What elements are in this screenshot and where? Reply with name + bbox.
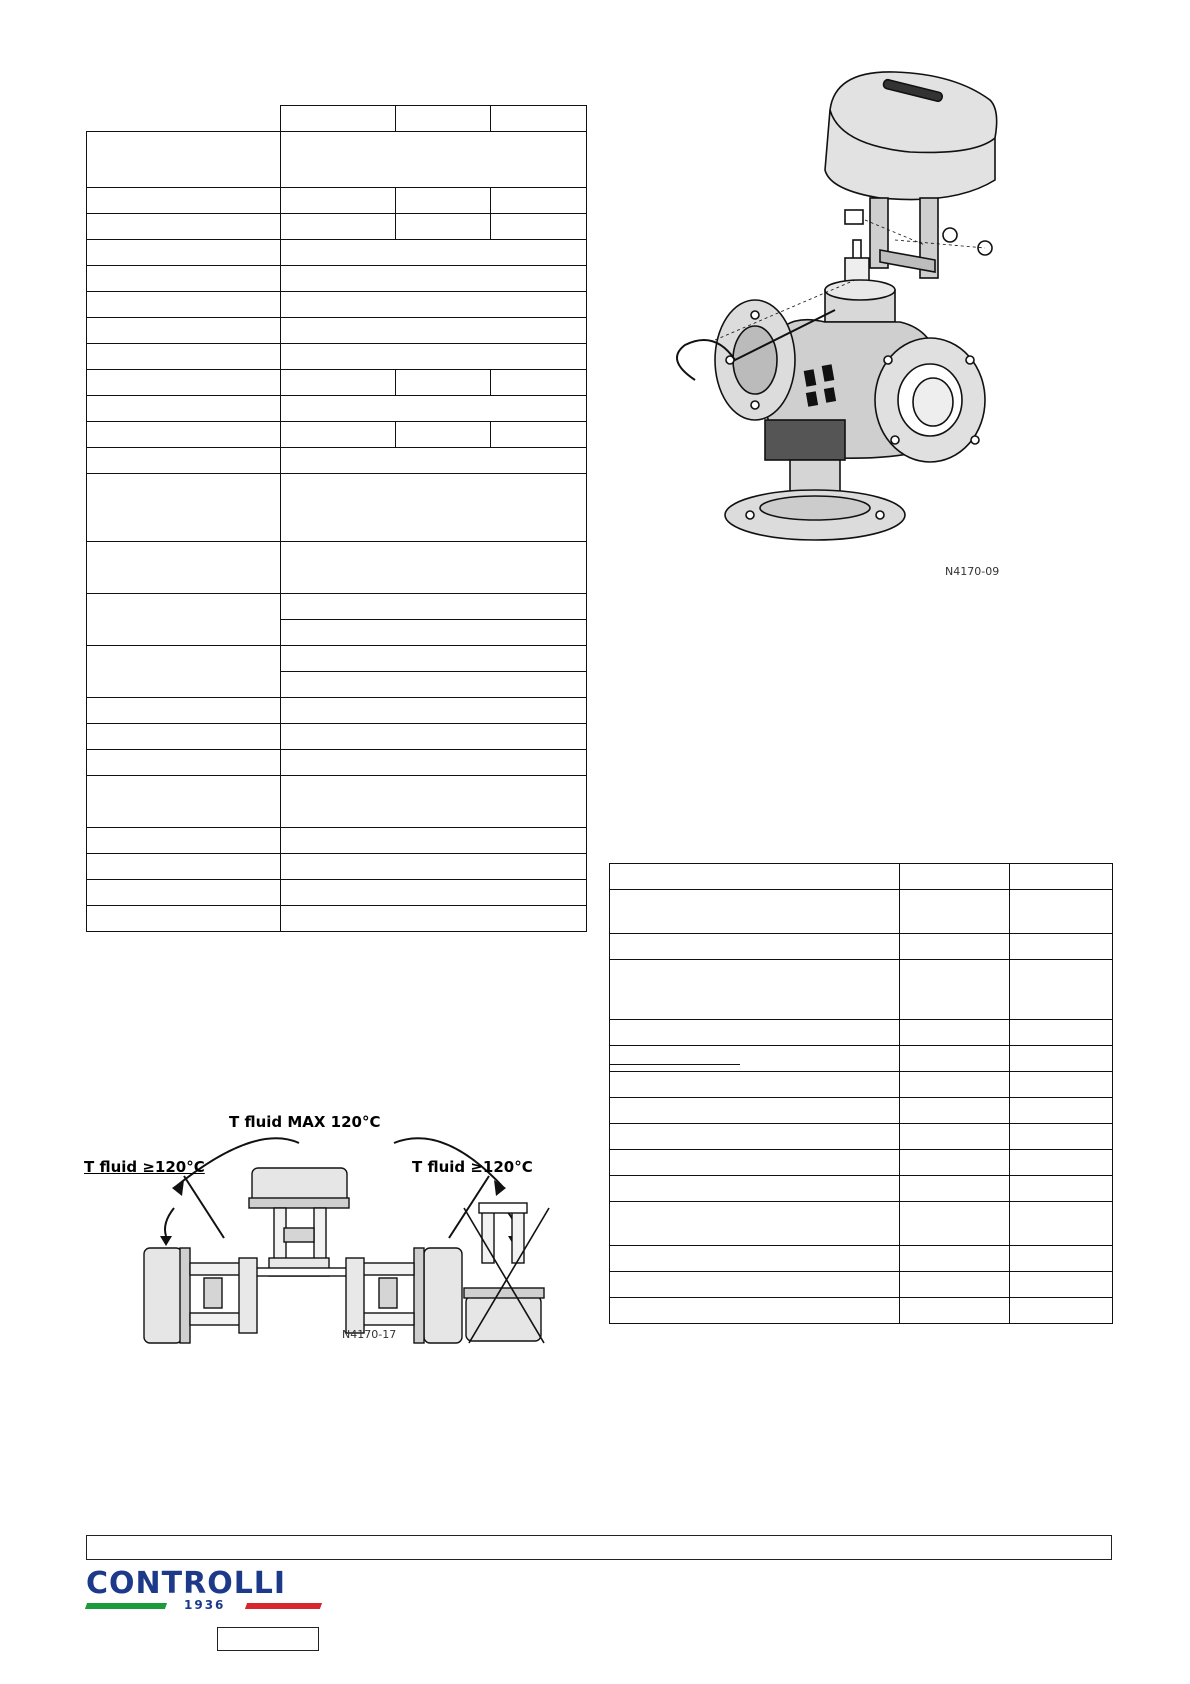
table-cell [281, 906, 587, 932]
table-cell [281, 828, 587, 854]
table-cell [281, 672, 587, 698]
header-cell [281, 106, 396, 132]
table-cell [87, 318, 281, 344]
table-cell [281, 646, 587, 672]
table-cell [900, 864, 1010, 890]
table-cell [281, 594, 587, 620]
table-cell [87, 266, 281, 292]
table-cell [900, 1298, 1010, 1324]
table-cell [900, 1150, 1010, 1176]
table-cell [610, 1098, 900, 1124]
table-cell [87, 448, 281, 474]
table-cell [491, 370, 587, 396]
table-cell [281, 240, 587, 266]
table-cell [900, 1098, 1010, 1124]
label-tfluid-right: T fluid ≥120°C [412, 1158, 533, 1176]
table-cell [1010, 1150, 1113, 1176]
drawing-code: N4170-09 [945, 565, 1000, 578]
table-cell [87, 370, 281, 396]
table-cell [281, 724, 587, 750]
brand-stripe [86, 1600, 326, 1614]
brand-logo [86, 1568, 326, 1623]
table-cell [281, 474, 587, 542]
left-table-body [86, 131, 587, 932]
table-cell [610, 1072, 900, 1098]
brand-green-bar [85, 1603, 167, 1609]
table-cell [900, 1246, 1010, 1272]
table-cell [281, 422, 396, 448]
table-cell [1010, 1246, 1113, 1272]
mounting-position-diagram [84, 1113, 594, 1348]
table-cell [281, 396, 587, 422]
table-cell [610, 1176, 900, 1202]
table-cell [87, 828, 281, 854]
label-tfluid-max: T fluid MAX 120°C [229, 1113, 381, 1131]
table-cell [281, 188, 396, 214]
table-cell [1010, 864, 1113, 890]
table-cell [87, 344, 281, 370]
valve-actuator-drawing [655, 60, 1035, 590]
table-cell [87, 292, 281, 318]
table-cell [1010, 1202, 1113, 1246]
brand-year: 1936 [184, 1598, 226, 1612]
table-cell [281, 620, 587, 646]
table-cell [1010, 1046, 1113, 1072]
table-cell [87, 188, 281, 214]
table-cell [1010, 1072, 1113, 1098]
table-cell [87, 240, 281, 266]
table-cell [491, 214, 587, 240]
table-cell [900, 934, 1010, 960]
right-spec-table [609, 863, 1113, 1324]
table-cell [396, 422, 491, 448]
table-cell [281, 292, 587, 318]
table-cell [610, 1150, 900, 1176]
table-cell [610, 934, 900, 960]
table-cell [281, 214, 396, 240]
table-cell [281, 370, 396, 396]
table-cell [87, 396, 281, 422]
table-cell [900, 1124, 1010, 1150]
table-cell [1010, 1176, 1113, 1202]
table-cell [281, 344, 587, 370]
underline-mark [610, 1064, 740, 1065]
table-cell [610, 1124, 900, 1150]
table-cell [900, 1202, 1010, 1246]
table-cell [900, 1046, 1010, 1072]
table-cell [281, 880, 587, 906]
table-cell [87, 854, 281, 880]
table-cell [87, 542, 281, 594]
table-cell [281, 318, 587, 344]
table-cell [900, 1272, 1010, 1298]
table-cell [1010, 1020, 1113, 1046]
table-cell [396, 188, 491, 214]
table-cell [900, 960, 1010, 1020]
table-cell [87, 646, 281, 698]
table-cell [1010, 934, 1113, 960]
table-cell [1010, 1098, 1113, 1124]
brand-red-bar [245, 1603, 322, 1609]
table-cell [87, 594, 281, 646]
table-cell [87, 474, 281, 542]
table-cell [281, 132, 587, 188]
header-cell [491, 106, 587, 132]
table-cell [610, 1202, 900, 1246]
table-cell [87, 698, 281, 724]
footer-bar [86, 1535, 1112, 1560]
table-cell [610, 890, 900, 934]
table-cell [1010, 960, 1113, 1020]
table-cell [396, 214, 491, 240]
diagram-code: N4170-17 [342, 1328, 397, 1341]
table-cell [900, 890, 1010, 934]
table-cell [900, 1176, 1010, 1202]
table-cell [491, 188, 587, 214]
table-cell [281, 750, 587, 776]
table-cell [610, 1046, 900, 1072]
table-cell [610, 1246, 900, 1272]
left-table-header [280, 105, 587, 132]
table-cell [87, 422, 281, 448]
label-tfluid-left: T fluid ≥120°C [84, 1158, 205, 1176]
table-cell [281, 266, 587, 292]
table-cell [900, 1072, 1010, 1098]
table-cell [610, 1272, 900, 1298]
table-cell [87, 214, 281, 240]
table-cell [396, 370, 491, 396]
table-cell [87, 724, 281, 750]
mounting-illustration [84, 1118, 594, 1348]
valve-illustration [655, 60, 1035, 590]
table-cell [87, 776, 281, 828]
table-cell [491, 422, 587, 448]
table-cell [610, 1020, 900, 1046]
table-cell [1010, 890, 1113, 934]
header-cell [396, 106, 491, 132]
table-cell [87, 906, 281, 932]
brand-name: CONTROLLI [86, 1566, 287, 1601]
table-cell [281, 448, 587, 474]
table-cell [281, 698, 587, 724]
table-cell [281, 542, 587, 594]
table-cell [610, 1298, 900, 1324]
table-cell [610, 960, 900, 1020]
table-cell [1010, 1124, 1113, 1150]
table-cell [1010, 1298, 1113, 1324]
table-cell [87, 750, 281, 776]
table-cell [87, 132, 281, 188]
table-cell [610, 864, 900, 890]
table-cell [900, 1020, 1010, 1046]
table-cell [281, 776, 587, 828]
table-cell [1010, 1272, 1113, 1298]
table-cell [281, 854, 587, 880]
table-cell [87, 880, 281, 906]
page-number-box [217, 1627, 319, 1651]
